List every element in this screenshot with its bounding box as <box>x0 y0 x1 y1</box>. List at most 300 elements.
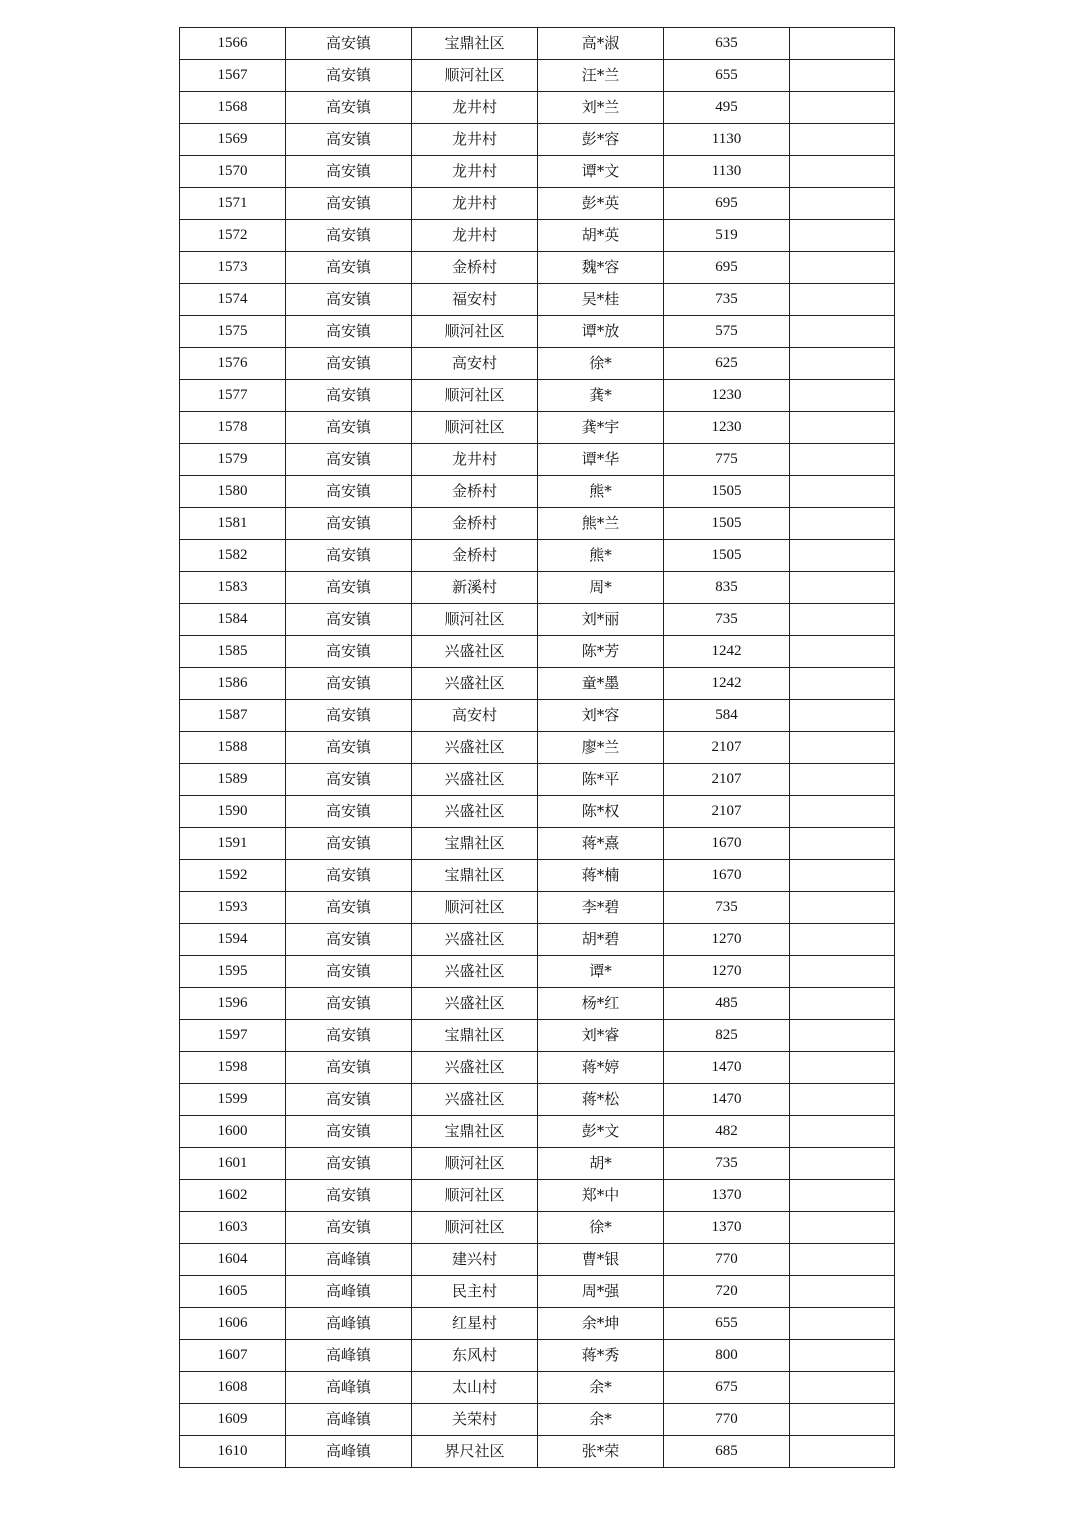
index-cell: 1607 <box>180 1340 286 1372</box>
amount-cell: 584 <box>664 700 790 732</box>
table-row <box>180 924 895 956</box>
town-cell: 高安镇 <box>286 444 412 476</box>
amount-cell: 735 <box>664 892 790 924</box>
amount-cell: 1370 <box>664 1180 790 1212</box>
amount-cell: 775 <box>664 444 790 476</box>
table-row <box>180 476 895 508</box>
index-cell: 1586 <box>180 668 286 700</box>
village-cell: 兴盛社区 <box>412 956 538 988</box>
town-cell: 高安镇 <box>286 636 412 668</box>
amount-cell: 1270 <box>664 924 790 956</box>
village-cell: 兴盛社区 <box>412 668 538 700</box>
name-cell: 陈*平 <box>538 764 664 796</box>
village-cell: 太山村 <box>412 1372 538 1404</box>
village-cell: 宝鼎社区 <box>412 828 538 860</box>
remark-cell <box>790 28 895 60</box>
amount-cell: 1670 <box>664 828 790 860</box>
name-cell: 彭*英 <box>538 188 664 220</box>
town-cell: 高安镇 <box>286 412 412 444</box>
table-row <box>180 220 895 252</box>
name-cell: 熊* <box>538 540 664 572</box>
village-cell: 龙井村 <box>412 444 538 476</box>
table-row <box>180 572 895 604</box>
remark-cell <box>790 348 895 380</box>
amount-cell: 635 <box>664 28 790 60</box>
name-cell: 蒋*秀 <box>538 1340 664 1372</box>
village-cell: 福安村 <box>412 284 538 316</box>
name-cell: 魏*容 <box>538 252 664 284</box>
village-cell: 金桥村 <box>412 508 538 540</box>
table-row <box>180 1020 895 1052</box>
town-cell: 高安镇 <box>286 828 412 860</box>
village-cell: 兴盛社区 <box>412 988 538 1020</box>
name-cell: 熊* <box>538 476 664 508</box>
index-cell: 1593 <box>180 892 286 924</box>
name-cell: 胡*碧 <box>538 924 664 956</box>
table-row <box>180 1148 895 1180</box>
name-cell: 刘*容 <box>538 700 664 732</box>
index-cell: 1598 <box>180 1052 286 1084</box>
town-cell: 高安镇 <box>286 668 412 700</box>
amount-cell: 1470 <box>664 1052 790 1084</box>
remark-cell <box>790 796 895 828</box>
index-cell: 1581 <box>180 508 286 540</box>
index-cell: 1605 <box>180 1276 286 1308</box>
index-cell: 1596 <box>180 988 286 1020</box>
amount-cell: 482 <box>664 1116 790 1148</box>
village-cell: 东风村 <box>412 1340 538 1372</box>
remark-cell <box>790 1052 895 1084</box>
index-cell: 1576 <box>180 348 286 380</box>
name-cell: 龚*宇 <box>538 412 664 444</box>
village-cell: 龙井村 <box>412 188 538 220</box>
remark-cell <box>790 1404 895 1436</box>
name-cell: 周* <box>538 572 664 604</box>
index-cell: 1597 <box>180 1020 286 1052</box>
amount-cell: 1370 <box>664 1212 790 1244</box>
data-table <box>179 27 895 1468</box>
amount-cell: 720 <box>664 1276 790 1308</box>
index-cell: 1571 <box>180 188 286 220</box>
table-row <box>180 1052 895 1084</box>
town-cell: 高安镇 <box>286 732 412 764</box>
name-cell: 谭*华 <box>538 444 664 476</box>
remark-cell <box>790 636 895 668</box>
name-cell: 蒋*松 <box>538 1084 664 1116</box>
index-cell: 1609 <box>180 1404 286 1436</box>
village-cell: 顺河社区 <box>412 604 538 636</box>
town-cell: 高安镇 <box>286 892 412 924</box>
amount-cell: 1505 <box>664 540 790 572</box>
village-cell: 关荣村 <box>412 1404 538 1436</box>
village-cell: 高安村 <box>412 348 538 380</box>
index-cell: 1595 <box>180 956 286 988</box>
remark-cell <box>790 380 895 412</box>
village-cell: 兴盛社区 <box>412 796 538 828</box>
amount-cell: 800 <box>664 1340 790 1372</box>
index-cell: 1569 <box>180 124 286 156</box>
amount-cell: 575 <box>664 316 790 348</box>
index-cell: 1568 <box>180 92 286 124</box>
table-row <box>180 956 895 988</box>
village-cell: 金桥村 <box>412 540 538 572</box>
remark-cell <box>790 60 895 92</box>
table-row <box>180 1116 895 1148</box>
town-cell: 高安镇 <box>286 348 412 380</box>
amount-cell: 825 <box>664 1020 790 1052</box>
amount-cell: 1230 <box>664 380 790 412</box>
town-cell: 高安镇 <box>286 508 412 540</box>
town-cell: 高安镇 <box>286 1052 412 1084</box>
index-cell: 1582 <box>180 540 286 572</box>
name-cell: 陈*芳 <box>538 636 664 668</box>
name-cell: 蒋*熹 <box>538 828 664 860</box>
table-row <box>180 348 895 380</box>
amount-cell: 625 <box>664 348 790 380</box>
village-cell: 顺河社区 <box>412 412 538 444</box>
index-cell: 1575 <box>180 316 286 348</box>
table-row <box>180 1436 895 1468</box>
name-cell: 胡* <box>538 1148 664 1180</box>
amount-cell: 519 <box>664 220 790 252</box>
amount-cell: 675 <box>664 1372 790 1404</box>
name-cell: 徐* <box>538 1212 664 1244</box>
amount-cell: 1130 <box>664 156 790 188</box>
amount-cell: 485 <box>664 988 790 1020</box>
table-row <box>180 892 895 924</box>
name-cell: 张*荣 <box>538 1436 664 1468</box>
village-cell: 金桥村 <box>412 252 538 284</box>
amount-cell: 770 <box>664 1244 790 1276</box>
amount-cell: 695 <box>664 252 790 284</box>
remark-cell <box>790 1212 895 1244</box>
town-cell: 高安镇 <box>286 316 412 348</box>
village-cell: 龙井村 <box>412 124 538 156</box>
index-cell: 1600 <box>180 1116 286 1148</box>
amount-cell: 1130 <box>664 124 790 156</box>
town-cell: 高安镇 <box>286 1212 412 1244</box>
village-cell: 顺河社区 <box>412 1148 538 1180</box>
remark-cell <box>790 956 895 988</box>
remark-cell <box>790 1276 895 1308</box>
village-cell: 新溪村 <box>412 572 538 604</box>
village-cell: 兴盛社区 <box>412 924 538 956</box>
index-cell: 1606 <box>180 1308 286 1340</box>
remark-cell <box>790 572 895 604</box>
table-row <box>180 1340 895 1372</box>
table-row <box>180 252 895 284</box>
name-cell: 余*坤 <box>538 1308 664 1340</box>
name-cell: 蒋*婷 <box>538 1052 664 1084</box>
remark-cell <box>790 252 895 284</box>
town-cell: 高安镇 <box>286 796 412 828</box>
town-cell: 高安镇 <box>286 1116 412 1148</box>
name-cell: 陈*权 <box>538 796 664 828</box>
village-cell: 顺河社区 <box>412 1212 538 1244</box>
town-cell: 高安镇 <box>286 476 412 508</box>
village-cell: 顺河社区 <box>412 316 538 348</box>
amount-cell: 1505 <box>664 508 790 540</box>
table-row <box>180 636 895 668</box>
index-cell: 1599 <box>180 1084 286 1116</box>
remark-cell <box>790 444 895 476</box>
name-cell: 汪*兰 <box>538 60 664 92</box>
remark-cell <box>790 1340 895 1372</box>
town-cell: 高安镇 <box>286 28 412 60</box>
amount-cell: 2107 <box>664 796 790 828</box>
name-cell: 余* <box>538 1372 664 1404</box>
remark-cell <box>790 1116 895 1148</box>
name-cell: 刘*丽 <box>538 604 664 636</box>
village-cell: 兴盛社区 <box>412 732 538 764</box>
remark-cell <box>790 1084 895 1116</box>
town-cell: 高安镇 <box>286 1180 412 1212</box>
amount-cell: 735 <box>664 604 790 636</box>
name-cell: 徐* <box>538 348 664 380</box>
amount-cell: 2107 <box>664 764 790 796</box>
table-row <box>180 764 895 796</box>
town-cell: 高安镇 <box>286 956 412 988</box>
name-cell: 谭*放 <box>538 316 664 348</box>
table-row <box>180 1084 895 1116</box>
name-cell: 童*墨 <box>538 668 664 700</box>
remark-cell <box>790 1436 895 1468</box>
village-cell: 宝鼎社区 <box>412 28 538 60</box>
index-cell: 1566 <box>180 28 286 60</box>
town-cell: 高安镇 <box>286 860 412 892</box>
amount-cell: 770 <box>664 1404 790 1436</box>
town-cell: 高安镇 <box>286 220 412 252</box>
village-cell: 龙井村 <box>412 220 538 252</box>
amount-cell: 2107 <box>664 732 790 764</box>
table-row <box>180 60 895 92</box>
index-cell: 1601 <box>180 1148 286 1180</box>
amount-cell: 1670 <box>664 860 790 892</box>
name-cell: 谭* <box>538 956 664 988</box>
remark-cell <box>790 412 895 444</box>
index-cell: 1603 <box>180 1212 286 1244</box>
name-cell: 余* <box>538 1404 664 1436</box>
town-cell: 高安镇 <box>286 572 412 604</box>
index-cell: 1573 <box>180 252 286 284</box>
town-cell: 高安镇 <box>286 1020 412 1052</box>
table-row <box>180 156 895 188</box>
remark-cell <box>790 1244 895 1276</box>
table-row <box>180 412 895 444</box>
town-cell: 高安镇 <box>286 156 412 188</box>
village-cell: 金桥村 <box>412 476 538 508</box>
amount-cell: 1242 <box>664 636 790 668</box>
index-cell: 1574 <box>180 284 286 316</box>
name-cell: 谭*文 <box>538 156 664 188</box>
remark-cell <box>790 764 895 796</box>
table-row <box>180 1372 895 1404</box>
index-cell: 1590 <box>180 796 286 828</box>
village-cell: 龙井村 <box>412 156 538 188</box>
table-row <box>180 860 895 892</box>
index-cell: 1585 <box>180 636 286 668</box>
index-cell: 1572 <box>180 220 286 252</box>
town-cell: 高安镇 <box>286 380 412 412</box>
village-cell: 顺河社区 <box>412 60 538 92</box>
village-cell: 兴盛社区 <box>412 1084 538 1116</box>
index-cell: 1580 <box>180 476 286 508</box>
name-cell: 廖*兰 <box>538 732 664 764</box>
name-cell: 龚* <box>538 380 664 412</box>
town-cell: 高峰镇 <box>286 1340 412 1372</box>
remark-cell <box>790 540 895 572</box>
table-row <box>180 124 895 156</box>
remark-cell <box>790 892 895 924</box>
village-cell: 顺河社区 <box>412 380 538 412</box>
table-row <box>180 1212 895 1244</box>
table-row <box>180 444 895 476</box>
amount-cell: 495 <box>664 92 790 124</box>
remark-cell <box>790 476 895 508</box>
name-cell: 郑*中 <box>538 1180 664 1212</box>
index-cell: 1584 <box>180 604 286 636</box>
name-cell: 高*淑 <box>538 28 664 60</box>
remark-cell <box>790 860 895 892</box>
index-cell: 1594 <box>180 924 286 956</box>
village-cell: 高安村 <box>412 700 538 732</box>
table-row <box>180 380 895 412</box>
table-row <box>180 668 895 700</box>
table-row <box>180 508 895 540</box>
town-cell: 高峰镇 <box>286 1276 412 1308</box>
remark-cell <box>790 924 895 956</box>
town-cell: 高安镇 <box>286 188 412 220</box>
amount-cell: 735 <box>664 284 790 316</box>
amount-cell: 655 <box>664 60 790 92</box>
amount-cell: 835 <box>664 572 790 604</box>
table-row <box>180 1308 895 1340</box>
index-cell: 1608 <box>180 1372 286 1404</box>
table-row <box>180 828 895 860</box>
village-cell: 红星村 <box>412 1308 538 1340</box>
town-cell: 高安镇 <box>286 252 412 284</box>
name-cell: 周*强 <box>538 1276 664 1308</box>
remark-cell <box>790 988 895 1020</box>
table-row <box>180 1180 895 1212</box>
table-row <box>180 732 895 764</box>
amount-cell: 735 <box>664 1148 790 1180</box>
town-cell: 高安镇 <box>286 540 412 572</box>
remark-cell <box>790 124 895 156</box>
name-cell: 刘*睿 <box>538 1020 664 1052</box>
name-cell: 蒋*楠 <box>538 860 664 892</box>
table-row <box>180 700 895 732</box>
town-cell: 高安镇 <box>286 604 412 636</box>
table-row <box>180 92 895 124</box>
village-cell: 兴盛社区 <box>412 764 538 796</box>
town-cell: 高峰镇 <box>286 1404 412 1436</box>
town-cell: 高安镇 <box>286 764 412 796</box>
table-row <box>180 1404 895 1436</box>
town-cell: 高安镇 <box>286 1148 412 1180</box>
remark-cell <box>790 668 895 700</box>
village-cell: 兴盛社区 <box>412 636 538 668</box>
village-cell: 民主村 <box>412 1276 538 1308</box>
name-cell: 彭*容 <box>538 124 664 156</box>
table-row <box>180 1244 895 1276</box>
village-cell: 宝鼎社区 <box>412 1020 538 1052</box>
remark-cell <box>790 1180 895 1212</box>
town-cell: 高安镇 <box>286 1084 412 1116</box>
town-cell: 高安镇 <box>286 60 412 92</box>
remark-cell <box>790 92 895 124</box>
town-cell: 高峰镇 <box>286 1308 412 1340</box>
town-cell: 高峰镇 <box>286 1372 412 1404</box>
remark-cell <box>790 1148 895 1180</box>
table-row <box>180 604 895 636</box>
town-cell: 高安镇 <box>286 284 412 316</box>
village-cell: 建兴村 <box>412 1244 538 1276</box>
table-row <box>180 796 895 828</box>
index-cell: 1570 <box>180 156 286 188</box>
name-cell: 杨*红 <box>538 988 664 1020</box>
table-row <box>180 28 895 60</box>
village-cell: 宝鼎社区 <box>412 860 538 892</box>
town-cell: 高峰镇 <box>286 1436 412 1468</box>
table-row <box>180 188 895 220</box>
index-cell: 1610 <box>180 1436 286 1468</box>
index-cell: 1587 <box>180 700 286 732</box>
table-row <box>180 540 895 572</box>
name-cell: 彭*文 <box>538 1116 664 1148</box>
village-cell: 宝鼎社区 <box>412 1116 538 1148</box>
index-cell: 1604 <box>180 1244 286 1276</box>
amount-cell: 1470 <box>664 1084 790 1116</box>
town-cell: 高安镇 <box>286 700 412 732</box>
amount-cell: 1505 <box>664 476 790 508</box>
table-body <box>180 28 895 1468</box>
index-cell: 1583 <box>180 572 286 604</box>
remark-cell <box>790 1308 895 1340</box>
table-row <box>180 988 895 1020</box>
town-cell: 高安镇 <box>286 924 412 956</box>
index-cell: 1592 <box>180 860 286 892</box>
town-cell: 高安镇 <box>286 988 412 1020</box>
index-cell: 1567 <box>180 60 286 92</box>
table-row <box>180 316 895 348</box>
remark-cell <box>790 604 895 636</box>
index-cell: 1579 <box>180 444 286 476</box>
remark-cell <box>790 700 895 732</box>
town-cell: 高安镇 <box>286 124 412 156</box>
amount-cell: 685 <box>664 1436 790 1468</box>
index-cell: 1602 <box>180 1180 286 1212</box>
index-cell: 1589 <box>180 764 286 796</box>
village-cell: 顺河社区 <box>412 1180 538 1212</box>
remark-cell <box>790 284 895 316</box>
remark-cell <box>790 508 895 540</box>
name-cell: 李*碧 <box>538 892 664 924</box>
village-cell: 顺河社区 <box>412 892 538 924</box>
town-cell: 高安镇 <box>286 92 412 124</box>
name-cell: 吴*桂 <box>538 284 664 316</box>
amount-cell: 655 <box>664 1308 790 1340</box>
index-cell: 1578 <box>180 412 286 444</box>
table-row <box>180 1276 895 1308</box>
village-cell: 龙井村 <box>412 92 538 124</box>
amount-cell: 1270 <box>664 956 790 988</box>
village-cell: 界尺社区 <box>412 1436 538 1468</box>
name-cell: 刘*兰 <box>538 92 664 124</box>
amount-cell: 1230 <box>664 412 790 444</box>
index-cell: 1588 <box>180 732 286 764</box>
remark-cell <box>790 828 895 860</box>
